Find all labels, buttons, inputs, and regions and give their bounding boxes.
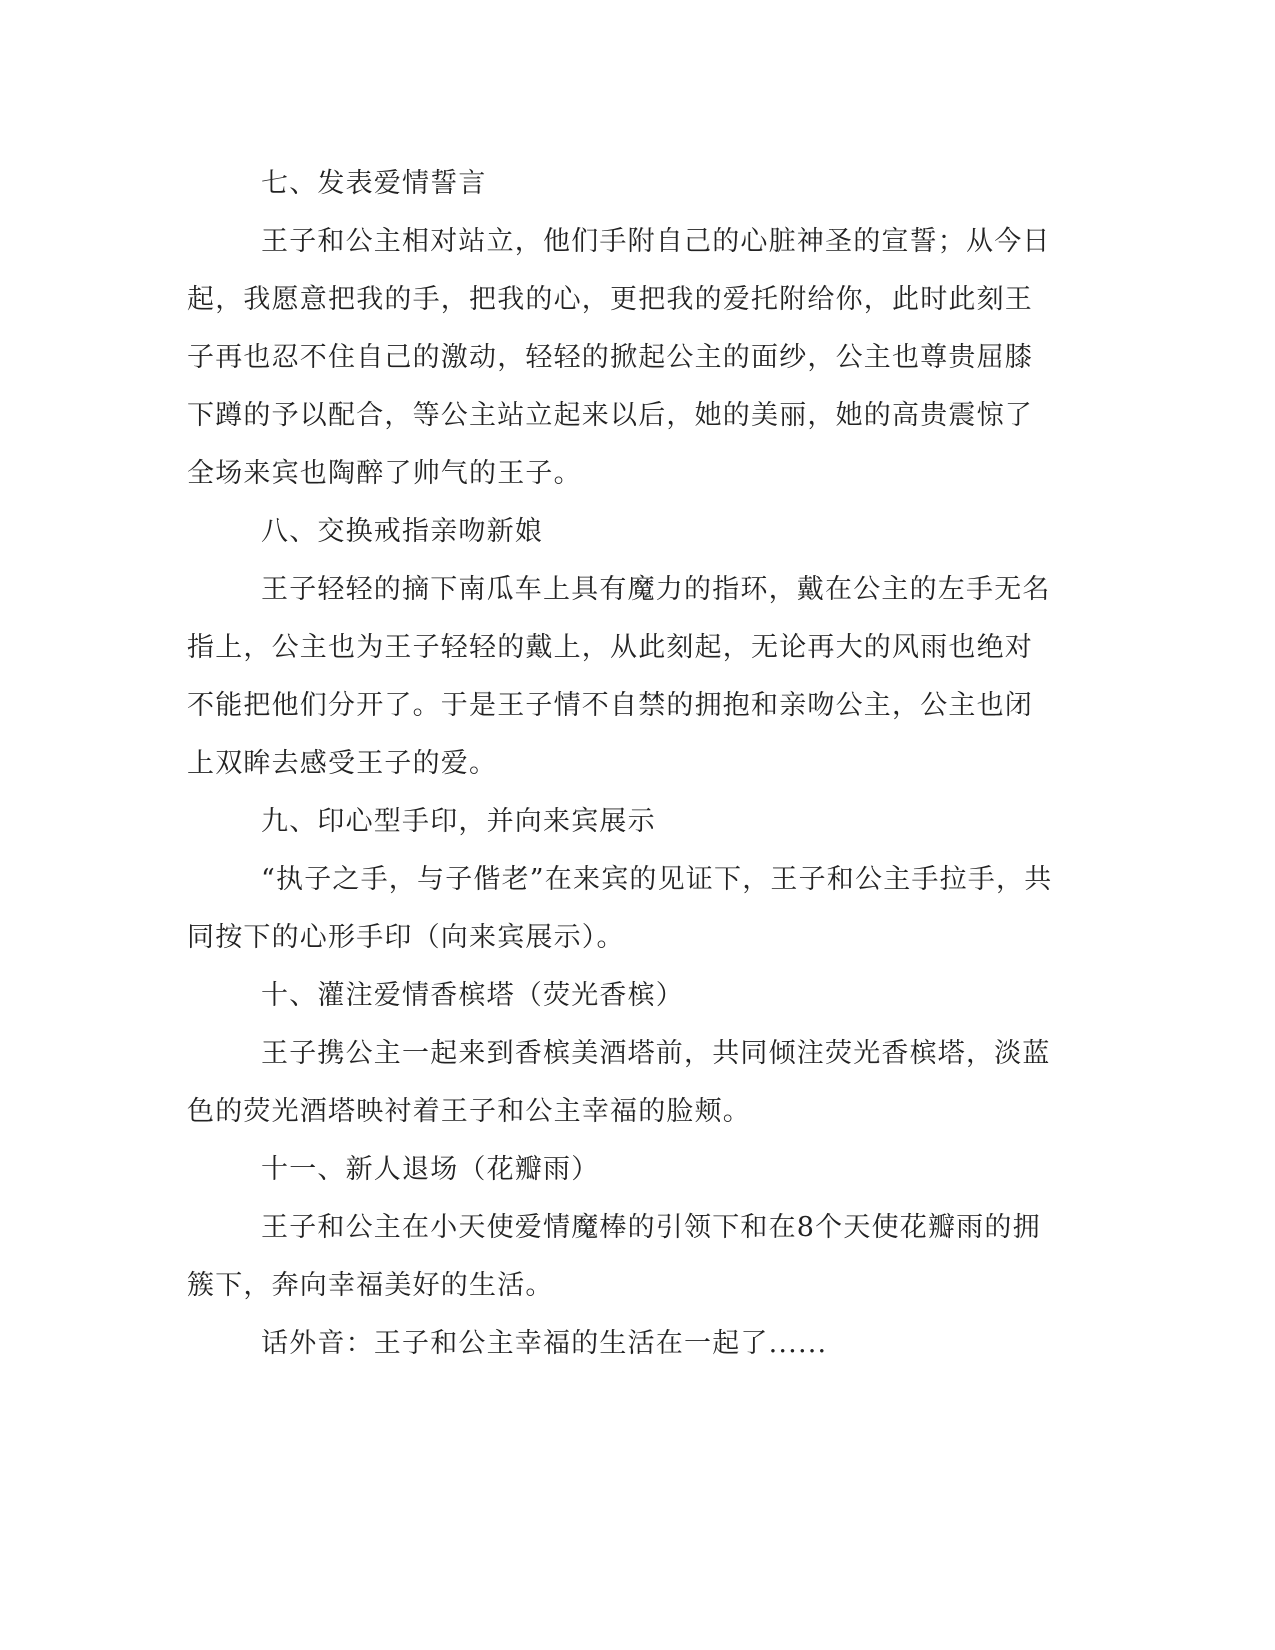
paragraph-line: 同按下的心形手印（向来宾展示）。	[187, 922, 625, 953]
section-heading-10: 十、灌注爱情香槟塔（荧光香槟）	[261, 980, 684, 1011]
paragraph-line: 王子和公主相对站立，他们手附自己的心脏神圣的宣誓；从今日	[261, 226, 1051, 257]
paragraph-line: 上双眸去感受王子的爱。	[187, 748, 498, 779]
paragraph-line: 簇下，奔向幸福美好的生活。	[187, 1270, 554, 1301]
paragraph-line: 下蹲的予以配合，等公主站立起来以后，她的美丽，她的高贵震惊了	[187, 400, 1033, 431]
paragraph-line: 不能把他们分开了。于是王子情不自禁的拥抱和亲吻公主，公主也闭	[187, 690, 1033, 721]
paragraph-line: 王子轻轻的摘下南瓜车上具有魔力的指环，戴在公主的左手无名	[261, 574, 1051, 605]
paragraph-line: 王子携公主一起来到香槟美酒塔前，共同倾注荧光香槟塔，淡蓝	[261, 1038, 1051, 1069]
section-heading-8: 八、交换戒指亲吻新娘	[261, 516, 543, 547]
section-heading-9: 九、印心型手印，并向来宾展示	[261, 806, 656, 837]
paragraph-line: 起，我愿意把我的手，把我的心，更把我的爱托附给你，此时此刻王	[187, 284, 1033, 315]
paragraph-line: 指上，公主也为王子轻轻的戴上，从此刻起，无论再大的风雨也绝对	[187, 632, 1033, 663]
voiceover-line: 话外音：王子和公主幸福的生活在一起了......	[261, 1328, 828, 1359]
paragraph-line: 王子和公主在小天使爱情魔棒的引领下和在8个天使花瓣雨的拥	[261, 1212, 1041, 1243]
section-heading-11: 十一、新人退场（花瓣雨）	[261, 1154, 600, 1185]
section-heading-7: 七、发表爱情誓言	[261, 168, 487, 199]
paragraph-line: 子再也忍不住自己的激动，轻轻的掀起公主的面纱，公主也尊贵屈膝	[187, 342, 1033, 373]
paragraph-line: “执子之手，与子偕老”在来宾的见证下，王子和公主手拉手，共	[261, 864, 1053, 895]
paragraph-line: 全场来宾也陶醉了帅气的王子。	[187, 458, 582, 489]
paragraph-line: 色的荧光酒塔映衬着王子和公主幸福的脸颊。	[187, 1096, 751, 1127]
